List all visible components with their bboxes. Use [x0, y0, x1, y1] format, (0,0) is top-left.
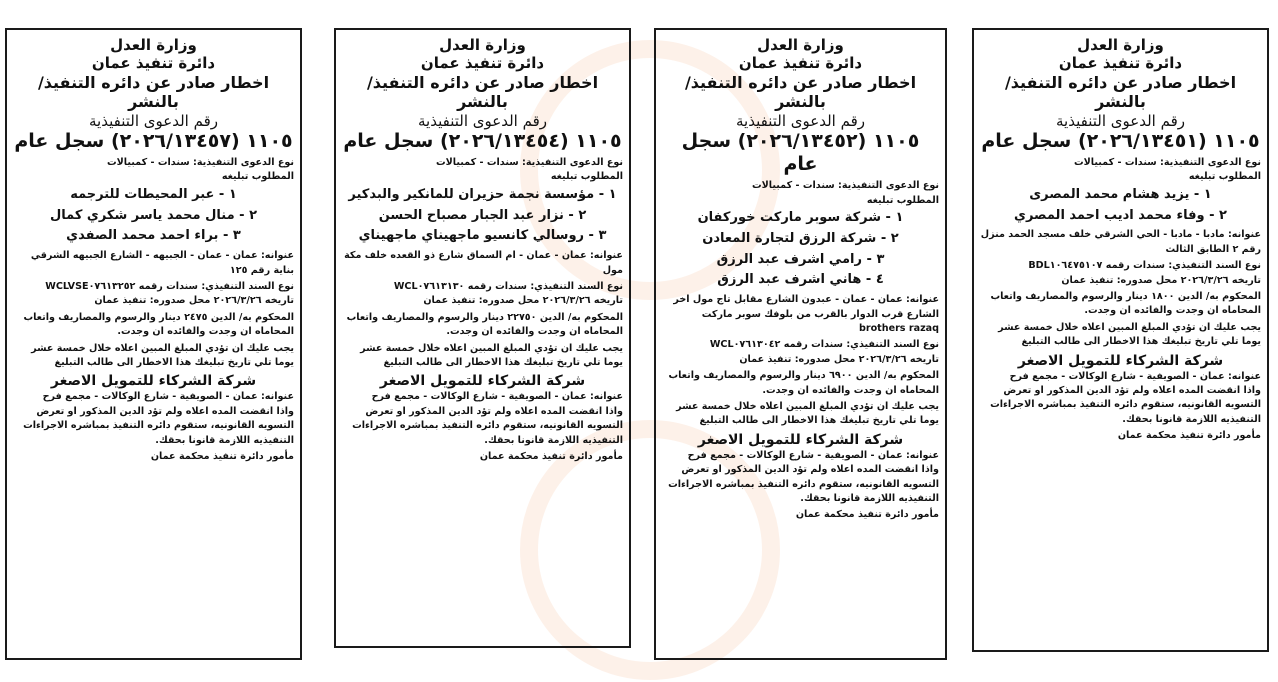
ministry-title: وزارة العدل [1077, 36, 1164, 54]
department-title: دائرة تنفيذ عمان [738, 54, 863, 73]
party-name: ٢ - وفاء محمد اديب احمد المصري [1014, 207, 1227, 223]
notice-title: اخطار صادر عن دائره التنفيذ/ بالنشر [1004, 72, 1237, 112]
party-name: ١ - عبر المحيطات للترجمه [70, 186, 237, 202]
case-number: ١١٠٥ (٢٠٢٦/١٣٤٥١) سجل عام [981, 129, 1260, 152]
case-label: رقم الدعوى التنفيذية [418, 111, 547, 130]
party-name: ١ - شركة سوبر ماركت خوركفان [697, 210, 904, 226]
bond-date: تاريخه ٢٠٢٦/٣/٢٦ محل صدوره: تنفيذ عمان [423, 295, 623, 307]
deadline-text: يجب عليك ان تؤدي المبلغ المبين اعلاه خلال خمسة عشر يوما تلي تاريخ تبليغك هذا الاخطار الى طالب التبليغ [360, 342, 623, 368]
notice-card [654, 28, 947, 660]
company-address: عنوانه: عمان - الصويفية - شارع الوكالات - مجمع فرح [42, 391, 294, 403]
party-name: ١ - يزيد هشام محمد المصرى [1029, 186, 1212, 202]
party-name: ٣ - براء احمد محمد الصفدي [66, 228, 241, 244]
case-type: نوع الدعوى التنفيذية: سندات - كمبيالات [106, 157, 294, 169]
address-text: عنوانه: مادبا - مادبا - الحي الشرقي خلف مسجد الحمد منزل رقم ٢ الطابق الثالث [980, 229, 1261, 255]
ministry-title: وزارة العدل [439, 36, 526, 54]
parties-list [980, 185, 1261, 227]
party-name: ٣ - روسالي كانسيو ماجهيناي ماجهيناي [358, 228, 607, 244]
case-type: نوع الدعوى التنفيذية: سندات - كمبيالات [435, 157, 623, 169]
warning-text: واذا انقضت المده اعلاه ولم تؤد الدين المذكور او تعرض التسويه القانونيه، ستقوم دائره التنفيذ بمباشره الاجراءات التنفيذيه اللازمة قانونا بحقك. [352, 405, 623, 446]
company-address: عنوانه: عمان - الصويفية - شارع الوكالات - مجمع فرح [1009, 370, 1261, 382]
company-address: عنوانه: عمان - الصويفية - شارع الوكالات - مجمع فرح [371, 391, 623, 403]
company-name: شركة الشركاء للتمويل الاصغر [1017, 352, 1224, 369]
warning-text: واذا انقضت المده اعلاه ولم تؤد الدين المذكور او تعرض التسويه القانونيه، ستقوم دائره التنفيذ بمباشره الاجراءات التنفيذيه اللازمة قانونا بحقك. [990, 384, 1261, 425]
required-label: المطلوب تبليغه [1188, 171, 1261, 183]
ministry-title: وزارة العدل [110, 36, 197, 54]
notice-title: اخطار صادر عن دائره التنفيذ/ بالنشر [37, 72, 270, 112]
party-name: ٢ - منال محمد ياسر شكري كمال [49, 207, 258, 223]
case-label: رقم الدعوى التنفيذية [89, 111, 218, 130]
party-name: ٢ - نزار عبد الجبار مصباح الحسن [378, 207, 587, 223]
deadline-text: يجب عليك ان تؤدي المبلغ المبين اعلاه خلال خمسة عشر يوما تلي تاريخ تبليغك هذا الاخطار الى طالب التبليغ [31, 342, 294, 368]
ministry-title: وزارة العدل [757, 36, 844, 54]
judgment-text: المحكوم به/ الدين ١٨٠٠ دينار والرسوم والمصاريف واتعاب المحاماه ان وجدت والفائده ان وجدت. [990, 291, 1261, 317]
judgment-text: المحكوم به/ الدين ٢٤٧٥ دينار والرسوم والمصاريف واتعاب المحاماه ان وجدت والفائده ان وجدت. [23, 311, 294, 338]
address-text: عنوانه: عمان - عمان - عبدون الشارع مقابل تاج مول اخر الشارع قرب الدوار بالقرب من بلوفك سوبر ماركت brothers razaq [673, 294, 939, 335]
address-text: عنوانه: عمان - عمان - ام السماق شارع ذو القعده خلف مكة مول [344, 250, 623, 276]
notice-title: اخطار صادر عن دائره التنفيذ/ بالنشر [366, 72, 599, 112]
deadline-text: يجب عليك ان تؤدي المبلغ المبين اعلاه خلال خمسة عشر يوما تلي تاريخ تبليغك هذا الاخطار الى طالب التبليغ [676, 400, 939, 427]
footer-signature: مأمور دائرة تنفيذ محكمة عمان [795, 509, 939, 521]
judgment-text: المحكوم به/ الدين ٦٩٠٠ دينار والرسوم والمصاريف واتعاب المحاماه ان وجدت والفائده ان وجدت. [668, 370, 939, 396]
company-address: عنوانه: عمان - الصويفية - شارع الوكالات - مجمع فرح [687, 449, 939, 461]
footer-signature: مأمور دائرة تنفيذ محكمة عمان [1117, 430, 1261, 442]
bond-text: نوع السند التنفيذي: سندات رقمه WCLVSE٠٧٦١٣٢٥٢ [45, 281, 294, 293]
department-title: دائرة تنفيذ عمان [91, 54, 216, 73]
case-label: رقم الدعوى التنفيذية [1056, 111, 1185, 130]
department-title: دائرة تنفيذ عمان [1058, 54, 1183, 73]
bond-text: نوع السند التنفيذي: سندات رقمه WCL٠٧٦١٣١٣٠ [393, 281, 623, 293]
required-label: المطلوب تبليغه [550, 171, 623, 183]
notice-card [5, 28, 302, 660]
notice-card [972, 28, 1269, 652]
case-label: رقم الدعوى التنفيذية [736, 111, 865, 130]
case-number: ١١٠٥ (٢٠٢٦/١٣٤٥٤) سجل عام [343, 129, 622, 152]
department-title: دائرة تنفيذ عمان [420, 54, 545, 73]
required-label: المطلوب تبليغه [866, 194, 939, 206]
warning-text: واذا انقضت المده اعلاه ولم تؤد الدين المذكور او تعرض التسويه القانونيه، ستقوم دائره التنفيذ بمباشره الاجراءات التنفيذيه اللازمة قانونا بحقك. [23, 405, 294, 446]
bond-text: نوع السند التنفيذي: سندات رقمه WCL٠٧٦١٣٠٤٢ [709, 339, 939, 351]
party-name: ٣ - رامي اشرف عبد الرزق [716, 251, 885, 267]
company-name: شركة الشركاء للتمويل الاصغر [697, 431, 904, 448]
footer-signature: مأمور دائرة تنفيذ محكمة عمان [479, 450, 623, 462]
bond-date: تاريخه ٢٠٢٦/٣/٢٦ محل صدوره: تنفيذ عمان [94, 295, 294, 307]
parties-list [342, 185, 623, 247]
required-label: المطلوب تبليغه [221, 171, 294, 183]
bond-date: تاريخه ٢٠٢٦/٣/٢٦ محل صدوره: تنفيذ عمان [1061, 274, 1261, 286]
notice-title: اخطار صادر عن دائره التنفيذ/ بالنشر [684, 72, 917, 112]
party-name: ٤ - هاني اشرف عبد الرزق [717, 272, 884, 288]
party-name: ١ - مؤسسة نجمة حزيران للمانكير والبدكير [348, 186, 617, 202]
footer-signature: مأمور دائرة تنفيذ محكمة عمان [150, 450, 294, 462]
notice-card [334, 28, 631, 648]
company-name: شركة الشركاء للتمويل الاصغر [50, 373, 257, 390]
party-name: ٢ - شركة الرزق لتجارة المعادن [702, 230, 899, 246]
deadline-text: يجب عليك ان تؤدي المبلغ المبين اعلاه خلال خمسة عشر يوما تلي تاريخ تبليغك هذا الاخطار الى طالب التبليغ [998, 321, 1261, 348]
warning-text: واذا انقضت المده اعلاه ولم تؤد الدين المذكور او تعرض التسويه القانونيه، ستقوم دائره التنفيذ بمباشره الاجراءات التنفيذيه اللازمة قانونا بحقك. [668, 464, 939, 504]
parties-list [13, 185, 294, 247]
case-type: نوع الدعوى التنفيذية: سندات - كمبيالات [1073, 157, 1261, 169]
address-text: عنوانه: عمان - عمان - الجبيهه - الشارع الجبيهه الشرقي بناية رقم ١٢٥ [30, 250, 294, 276]
bond-date: تاريخه ٢٠٢٦/٣/٢٦ محل صدوره: تنفيذ عمان [739, 353, 939, 365]
case-number: ١١٠٥ (٢٠٢٦/١٣٤٥٧) سجل عام [14, 129, 293, 152]
case-number: ١١٠٥ (٢٠٢٦/١٣٤٥٢) سجل عام [681, 129, 920, 176]
bond-text: نوع السند التنفيذي: سندات رقمه BDL١٠٦٤٧٥١٠٧ [1028, 260, 1261, 272]
company-name: شركة الشركاء للتمويل الاصغر [379, 373, 586, 390]
judgment-text: المحكوم به/ الدين ٢٢٧٥٠ دينار والرسوم والمصاريف واتعاب المحاماه ان وجدت والفائده ان وجدت. [346, 311, 623, 338]
parties-list [662, 208, 939, 291]
case-type: نوع الدعوى التنفيذية: سندات - كمبيالات [751, 180, 939, 192]
